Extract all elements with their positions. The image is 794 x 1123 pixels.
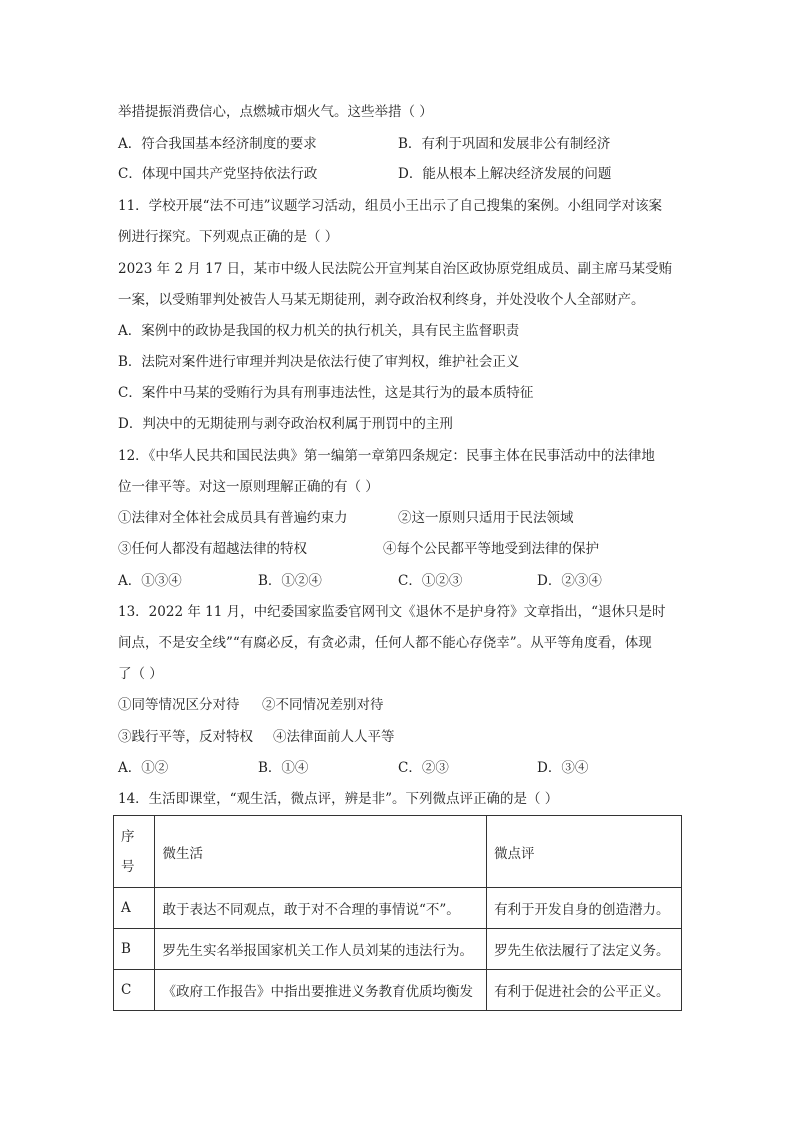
- row-life: 敢于表达不同观点，敢于对不合理的事情说“不”。: [155, 888, 487, 929]
- row-life: 《政府工作报告》中指出要推进义务教育优质均衡发: [155, 970, 487, 1011]
- q12-option-c: C．①②③: [398, 573, 463, 589]
- q10-option-d: D．能从根本上解决经济发展的问题: [398, 166, 612, 182]
- q11-option-c: C．案件中马某的受贿行为具有刑事违法性，这是其行为的最本质特征: [118, 385, 534, 401]
- q11-case-line1: 2023 年 2 月 17 日，某市中级人民法院公开宣判某自治区政协原党组成员、副主席马某受贿: [118, 261, 673, 277]
- header-micro-comment: 微点评: [487, 816, 682, 888]
- row-comment: 罗先生依法履行了法定义务。: [487, 929, 682, 970]
- q11-stem-line1: 11．学校开展“法不可违”议题学习活动，组员小王出示了自己搜集的案例。小组同学对该案: [118, 198, 662, 214]
- header-micro-life: 微生活: [155, 816, 487, 888]
- row-label: B: [114, 929, 155, 970]
- q13-stem-line1: 13．2022 年 11 月，中纪委国家监委官网刊文《退休不是护身符》文章指出，“退休只是时: [118, 604, 666, 620]
- q12-item-4: ④每个公民都平等地受到法律的保护: [383, 541, 599, 557]
- row-life: 罗先生实名举报国家机关工作人员刘某的违法行为。: [155, 929, 487, 970]
- q12-option-a: A．①③④: [118, 573, 182, 589]
- q10-stem: 举措提振消费信心，点燃城市烟火气。这些举措（ ）: [118, 104, 433, 120]
- q14-table: [113, 815, 682, 1011]
- q12-option-d: D．②③④: [537, 573, 602, 589]
- q13-stem-line3: 了（ ）: [118, 666, 163, 682]
- q10-option-b: B．有利于巩固和发展非公有制经济: [398, 136, 611, 152]
- q13-option-b: B．①④: [258, 760, 309, 776]
- q13-item-3: ③践行平等，反对特权: [118, 729, 253, 745]
- q12-item-1: ①法律对全体社会成员具有普遍约束力: [118, 510, 348, 526]
- q13-item-2: ②不同情况差别对待: [262, 697, 384, 713]
- table-row: [114, 888, 682, 929]
- q12-option-b: B．①②④: [258, 573, 322, 589]
- q10-option-a: A．符合我国基本经济制度的要求: [118, 136, 317, 152]
- q11-case-line2: 一案，以受贿罪判处被告人马某无期徒刑，剥夺政治权利终身，并处没收个人全部财产。: [118, 292, 645, 308]
- q11-stem-line2: 例进行探究。下列观点正确的是（ ）: [118, 229, 339, 245]
- row-label: A: [114, 888, 155, 929]
- q11-option-d: D．判决中的无期徒刑与剥夺政治权利属于刑罚中的主刑: [118, 416, 453, 432]
- q13-item-4: ④法律面前人人平等: [273, 729, 395, 745]
- q11-option-b: B．法院对案件进行审理并判决是依法行使了审判权，维护社会正义: [118, 354, 520, 370]
- q13-item-1: ①同等情况区分对待: [118, 697, 240, 713]
- q13-option-a: A．①②: [118, 760, 169, 776]
- q12-item-2: ②这一原则只适用于民法领域: [398, 510, 574, 526]
- q12-stem-line1: 12．《中华人民共和国民法典》第一编第一章第四条规定：民事主体在民事活动中的法律地: [118, 448, 655, 464]
- q13-stem-line2: 间点，不是安全线”“有腐必反，有贪必肃，任何人都不能心存侥幸”。从平等角度看，体现: [118, 635, 652, 651]
- q14-stem: 14．生活即课堂，“观生活，微点评，辨是非”。下列微点评正确的是（ ）: [118, 791, 559, 807]
- q12-item-3: ③任何人都没有超越法律的特权: [118, 541, 307, 557]
- row-comment: 有利于促进社会的公平正义。: [487, 970, 682, 1011]
- table-header-row: [114, 816, 682, 888]
- table-row: [114, 970, 682, 1011]
- row-comment: 有利于开发自身的创造潜力。: [487, 888, 682, 929]
- q13-option-d: D．③④: [537, 760, 589, 776]
- row-label: C: [114, 970, 155, 1011]
- table-row: [114, 929, 682, 970]
- header-seq: 序号: [114, 816, 155, 888]
- q10-option-c: C．体现中国共产党坚持依法行政: [118, 166, 318, 182]
- q12-stem-line2: 位一律平等。对这一原则理解正确的有（ ）: [118, 479, 379, 495]
- q13-option-c: C．②③: [398, 760, 449, 776]
- q11-option-a: A．案例中的政协是我国的权力机关的执行机关，具有民主监督职责: [118, 323, 520, 339]
